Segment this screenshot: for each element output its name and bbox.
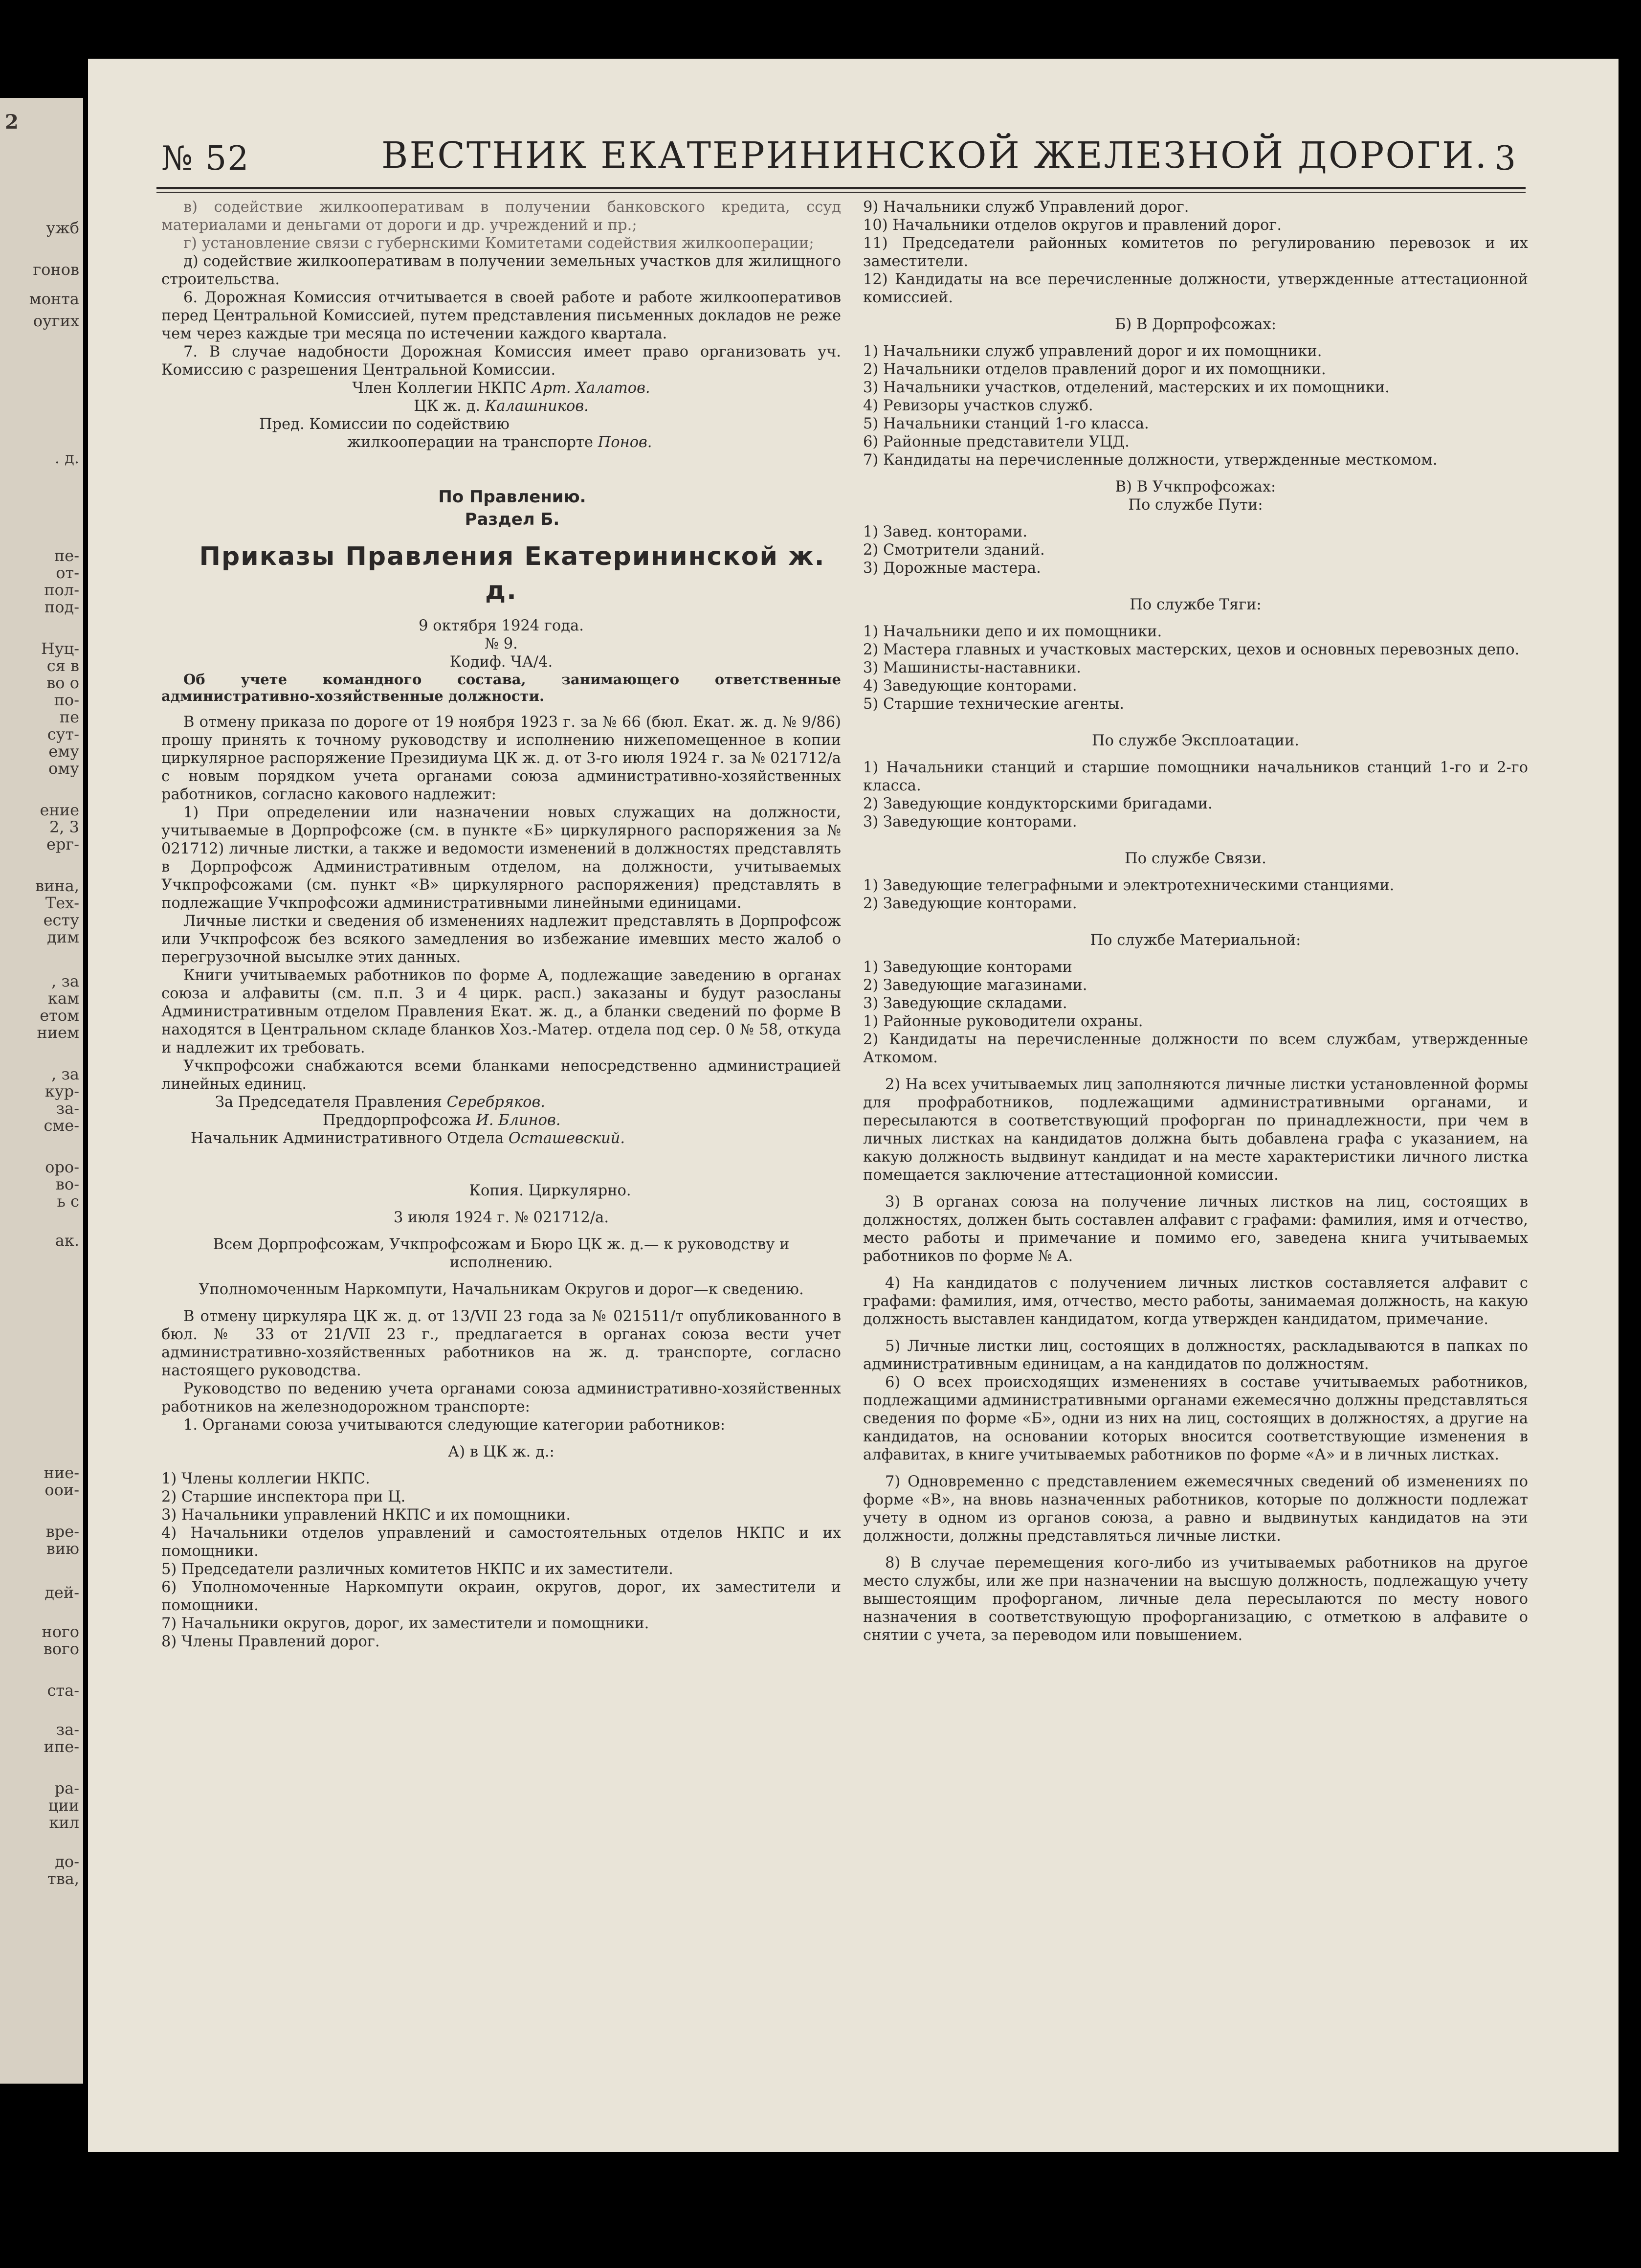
- list-subheading: В) В Учкпрофсожах:: [1115, 478, 1276, 495]
- paragraph: г) установление связи с губернскими Комитетами содействия жилкооперации;: [183, 235, 814, 252]
- page-edge-fragment: Тех-: [45, 894, 79, 912]
- paragraph: 1) При определении или назначении новых служащих на должности, учитываемые в Дорпрофсоже (см. в пункте «Б» циркулярного распоряжения за № 021712) личные листки, а также и ведомости изменений в должностях представлять в Дорпрофсож Административным отделом, на должности, учитываемых Учкпрофсожами (см. пункт «В» циркулярного распоряжения) представлять в подлежащие Учкпрофсожи административными линейными единицами.: [161, 804, 841, 912]
- page-edge-fragment: ужб: [46, 219, 79, 237]
- issue-number: № 52: [161, 139, 250, 178]
- previous-page-edge: [0, 98, 83, 2084]
- list-item: 3) Заведующие конторами.: [863, 813, 1077, 831]
- list-item: 9) Начальники служб Управлений дорог.: [863, 199, 1189, 216]
- paragraph: 7) Одновременно с представлением ежемесячных сведений об изменениях по форме «В», на вновь назначенных работников, которые по должности подлежат учету в одном из органов союза, а равно и выдвинутых кандидатов на эти должности, должны представляться личные листки.: [863, 1473, 1528, 1545]
- paragraph: Книги учитываемых работников по форме А, подлежащие заведению в органах союза и алфавиты (см. п.п. 3 и 4 цирк. расп.) заказаны и будут разосланы Административным отделом Правления Екат. ж. д., а бланки сведений по форме В находятся в Центральном складе бланков Хоз.-Матер. отдела под сер. 0 № 58, откуда и надлежит их требовать.: [161, 967, 841, 1056]
- signature-line: Начальник Административного Отдела Осташевский.: [191, 1130, 625, 1147]
- page-edge-fragment: кил: [49, 1813, 79, 1832]
- signature-line: ЦК ж. д. Калашников.: [414, 398, 589, 415]
- service-heading: По службе Тяги:: [1130, 596, 1262, 613]
- page-edge-fragment: дей-: [44, 1583, 79, 1602]
- list-item: 1) Завед. конторами.: [863, 523, 1028, 540]
- page-edge-fragment: ного: [42, 1622, 79, 1641]
- list-item: 5) Начальники станций 1-го класса.: [863, 415, 1149, 432]
- service-heading: По службе Эксплоатации.: [1092, 732, 1299, 749]
- header-rule-thin: [156, 192, 1526, 193]
- page-edge-fragment: вина,: [35, 876, 79, 895]
- right-column: [863, 198, 1528, 1644]
- order-number: № 9.: [485, 635, 518, 652]
- paragraph: 8) В случае перемещения кого-либо из учитываемых работников на другое место службы, или же при назначении на высшую должность, подлежащую учету вышестоящим профорганом, личные дела пересылаются по месту нового назначения в соответствующую профорганизацию, с отметкою в алфавите о снятии с учета, за переводом или повышением.: [863, 1554, 1528, 1644]
- page-edge-fragment: тва,: [47, 1869, 79, 1888]
- list-item: 2) Смотрители зданий.: [863, 541, 1045, 559]
- page-edge-fragment: ста-: [47, 1681, 79, 1700]
- paragraph: 1. Органами союза учитываются следующие категории работников:: [183, 1416, 726, 1434]
- list-item: 2) Начальники отделов правлений дорог и их помощники.: [863, 361, 1326, 378]
- addressees: Уполномоченным Наркомпути, Начальникам Округов и дорог—к сведению.: [199, 1281, 804, 1298]
- page-edge-fragment: ему: [48, 742, 79, 761]
- page-edge-fragment: ак.: [55, 1231, 79, 1250]
- section-heading: По Правлению.: [438, 487, 586, 507]
- copy-heading: Копия. Циркулярно.: [469, 1182, 631, 1199]
- order-date: 9 октября 1924 года.: [419, 617, 584, 634]
- list-item: 6) Уполномоченные Наркомпути окраин, округов, дорог, их заместители и помощники.: [161, 1579, 841, 1614]
- addressees: Всем Дорпрофсожам, Учкпрофсожам и Бюро ЦК ж. д.— к руководству и исполнению.: [213, 1236, 790, 1271]
- list-item: 4) Ревизоры участков служб.: [863, 397, 1093, 414]
- list-item: 3) Начальники управлений НКПС и их помощники.: [161, 1506, 571, 1524]
- newspaper-title: ВЕСТНИК ЕКАТЕРИНИНСКОЙ ЖЕЛЕЗНОЙ ДОРОГИ.: [381, 135, 1488, 177]
- page-edge-fragment: сме-: [44, 1116, 79, 1135]
- page-header: [161, 130, 1516, 186]
- paragraph: 3) В органах союза на получение личных листков на лиц, состоящих в должностях, должен быть составлен алфавит с графами: фамилия, имя и отчество, место работы и примечание и помимо его, заведена книга учитываемых работников по форме № А.: [863, 1193, 1528, 1265]
- page-edge-fragment: есту: [43, 911, 79, 929]
- page-edge-fragment: . д.: [54, 449, 79, 467]
- page-edge-fragment: пол-: [44, 581, 79, 599]
- page-number: 3: [1494, 139, 1516, 178]
- list-item: 3) Машинисты-наставники.: [863, 659, 1081, 676]
- copy-date: 3 июля 1924 г. № 021712/а.: [393, 1209, 609, 1226]
- paragraph: д) содействие жилкооперативам в получении земельных участков для жилищного строительства.: [161, 253, 841, 288]
- list-item: 4) Заведующие конторами.: [863, 677, 1077, 695]
- list-item: 7) Кандидаты на перечисленные должности, утвержденные месткомом.: [863, 451, 1438, 469]
- list-item: 2) Старшие инспектора при Ц.: [161, 1488, 406, 1505]
- page-edge-fragment: гонов: [33, 260, 79, 279]
- list-item: 1) Начальники служб управлений дорог и их помощники.: [863, 343, 1322, 360]
- newspaper-page: [88, 59, 1619, 2152]
- page-edge-fragment: во-: [55, 1175, 79, 1193]
- page-edge-fragment: 2, 3: [49, 818, 79, 836]
- page-edge-fragment: кур-: [44, 1082, 79, 1100]
- service-heading: По службе Связи.: [1125, 850, 1266, 867]
- paragraph: 5) Личные листки лиц, состоящих в должностях, раскладываются в папках по административным единицам, а на кандидатов по должностям.: [863, 1338, 1528, 1373]
- page-edge-fragment: ому: [48, 759, 79, 778]
- list-item: 7) Начальники округов, дорог, их заместители и помощники.: [161, 1615, 649, 1632]
- list-item: 1) Начальники станций и старшие помощники начальников станций 1-го и 2-го класса.: [863, 759, 1528, 794]
- signature-line: Пред. Комиссии по содействию: [259, 416, 510, 433]
- order-code: Кодиф. ЧА/4.: [449, 653, 553, 671]
- paragraph: 2) На всех учитываемых лиц заполняются личные листки установленной формы для профработников, подлежащими административными органами, и пересылаются в соответствующий профорган по принадлежности, при чем в личных листках на кандидатов должна быть добавлена графа с указанием, на какую должность выдвинут кандидат и на месте характеристики личного листка помещается заключение аттестационной комиссии.: [863, 1076, 1528, 1184]
- paragraph: В отмену циркуляра ЦК ж. д. от 13/VII 23 года за № 021511/т опубликованного в бюл. № 33 от 21/VII 23 г., предлагается в органах союза вести учет административно-хозяйственных работников на ж. д. транспорте, согласно настоящего руководства.: [161, 1308, 841, 1379]
- paragraph: В отмену приказа по дороге от 19 ноября 1923 г. за № 66 (бюл. Екат. ж. д. № 9/86) прошу принять к точному руководству и исполнению нижепомещенное в копии циркулярное распоряжение Президиума ЦК ж. д. от 3-го июля 1924 г. за № 021712/а с новым порядком учета органами союза административно-хозяйственных работников, согласно какового надлежит:: [161, 714, 841, 803]
- page-edge-fragment: ь с: [57, 1192, 79, 1211]
- paragraph: Учкпрофсожи снабжаются всеми бланками непосредственно администрацией линейных единиц.: [161, 1057, 841, 1093]
- previous-page-number: 2: [5, 111, 19, 134]
- page-edge-fragment: по-: [54, 691, 79, 709]
- page-edge-fragment: , за: [51, 972, 79, 990]
- paragraph: в) содействие жилкооперативам в получении банковского кредита, ссуд материалами и деньгами от дороги и др. учреждений и пр.;: [161, 199, 841, 234]
- section-subheading: Раздел Б.: [465, 510, 560, 529]
- page-edge-fragment: оои-: [44, 1481, 79, 1499]
- signature-line: Член Коллегии НКПС Арт. Халатов.: [352, 380, 650, 397]
- list-item: 1) Заведующие конторами: [863, 959, 1072, 976]
- service-heading: По службе Материальной:: [1090, 932, 1301, 949]
- list-item: 8) Члены Правлений дорог.: [161, 1633, 380, 1650]
- page-edge-fragment: за-: [56, 1099, 79, 1118]
- list-subheading: Б) В Дорпрофсожах:: [1114, 316, 1277, 333]
- service-heading: По службе Пути:: [1128, 496, 1263, 514]
- page-edge-fragment: до-: [55, 1852, 79, 1871]
- page-edge-fragment: нием: [37, 1023, 79, 1042]
- page-edge-fragment: сут-: [47, 725, 79, 743]
- page-edge-fragment: ся в: [46, 656, 79, 675]
- page-edge-fragment: етом: [40, 1006, 79, 1025]
- list-item: 3) Начальники участков, отделений, мастерских и их помощники.: [863, 379, 1390, 396]
- list-item: 3) Заведующие складами.: [863, 995, 1067, 1012]
- list-item: 1) Члены коллегии НКПС.: [161, 1470, 370, 1487]
- page-edge-fragment: пе-: [54, 546, 79, 565]
- order-subject: Об учете командного состава, занимающего ответственные административно-хозяйственные должности.: [161, 671, 841, 704]
- paragraph: Личные листки и сведения об изменениях надлежит представлять в Дорпрофсож или Учкпрофсож без всякого замедления во избежание имевших место жалоб о перегрузочной высылке этих данных.: [161, 913, 841, 966]
- list-item: 2) Заведующие магазинами.: [863, 977, 1087, 994]
- signature-line: Преддорпрофсожа И. Блинов.: [323, 1112, 561, 1129]
- list-item: 6) Районные представители УЦД.: [863, 433, 1130, 450]
- signature-line: За Председателя Правления Серебряков.: [215, 1094, 545, 1111]
- paragraph: 7. В случае надобности Дорожная Комиссия имеет право организовать уч. Комиссию с разрешения Центральной Комиссии.: [161, 343, 841, 379]
- list-item: 2) Заведующие кондукторскими бригадами.: [863, 795, 1213, 812]
- list-item: 1) Начальники депо и их помощники.: [863, 623, 1162, 640]
- page-edge-fragment: ние-: [44, 1463, 79, 1482]
- list-item: 3) Дорожные мастера.: [863, 560, 1041, 577]
- list-subheading: А) в ЦК ж. д.:: [448, 1443, 554, 1460]
- page-edge-fragment: Нуц-: [41, 639, 79, 658]
- page-edge-fragment: под-: [44, 598, 79, 616]
- page-edge-fragment: от-: [56, 563, 79, 582]
- paragraph: 6) О всех происходящих изменениях в составе учитываемых работников, подлежащими административными органами ежемесячно должны представляться сведения по форме «Б», одни из них на лиц, состоящих в должностях, а другие на кандидатов, на основании которых вносится соответствующие изменения в алфавитах, в книге учитываемых работников по форме «А» и в личных листках.: [863, 1374, 1528, 1463]
- paragraph: Руководство по ведению учета органами союза административно-хозяйственных работников на железнодорожном транспорте:: [161, 1380, 841, 1415]
- list-item: 5) Старшие технические агенты.: [863, 696, 1124, 713]
- page-edge-fragment: вию: [46, 1539, 79, 1558]
- page-edge-fragment: вре-: [45, 1522, 79, 1541]
- page-edge-fragment: монта: [29, 290, 79, 308]
- page-edge-fragment: кам: [48, 989, 79, 1008]
- paragraph: 4) На кандидатов с получением личных листков составляется алфавит с графами: фамилия, имя, отчество, место работы, занимаемая должность, на какую должность выставлен кандидатом, когда утвержден кандидатом, примечание.: [863, 1275, 1528, 1328]
- page-edge-fragment: ипе-: [44, 1737, 79, 1756]
- list-item: 2) Мастера главных и участковых мастерских, цехов и основных перевозных депо.: [863, 641, 1520, 658]
- orders-title: Приказы Правления Екатерининской ж. д.: [199, 542, 825, 606]
- list-item: 5) Председатели различных комитетов НКПС и их заместители.: [161, 1561, 673, 1578]
- paragraph: 6. Дорожная Комиссия отчитывается в своей работе и работе жилкооперативов перед Центральной Комиссией, путем представления письменных докладов не реже чем через каждые три месяца по истечении каждого квартала.: [161, 289, 841, 342]
- list-item: 2) Кандидаты на перечисленные должности по всем службам, утвержденные Аткомом.: [863, 1031, 1528, 1066]
- page-edge-fragment: за-: [56, 1720, 79, 1739]
- list-item: 1) Заведующие телеграфными и электротехническими станциями.: [863, 877, 1395, 894]
- header-rule-thick: [156, 187, 1526, 189]
- list-item: 10) Начальники отделов округов и правлений дорог.: [863, 217, 1282, 234]
- list-item: 12) Кандидаты на все перечисленные должности, утвержденные аттестационной комиссией.: [863, 271, 1528, 306]
- page-edge-fragment: пе: [59, 708, 79, 726]
- page-edge-fragment: оугих: [33, 312, 79, 330]
- left-column: [161, 198, 841, 1651]
- list-item: 1) Районные руководители охраны.: [863, 1013, 1143, 1030]
- page-edge-fragment: во о: [46, 674, 79, 692]
- page-edge-fragment: , за: [51, 1065, 79, 1083]
- list-item: 11) Председатели районных комитетов по регулированию перевозок и их заместители.: [863, 235, 1528, 270]
- page-edge-fragment: ции: [48, 1796, 79, 1815]
- list-item: 2) Заведующие конторами.: [863, 895, 1077, 912]
- page-edge-fragment: ра-: [54, 1779, 79, 1797]
- page-edge-fragment: дим: [47, 928, 79, 946]
- page-edge-fragment: ерг-: [46, 835, 79, 853]
- list-item: 4) Начальники отделов управлений и самостоятельных отделов НКПС и их помощники.: [161, 1525, 841, 1560]
- signature-line: жилкооперации на транспорте Понов.: [347, 434, 652, 451]
- page-edge-fragment: вого: [43, 1639, 79, 1658]
- page-edge-fragment: ение: [40, 801, 79, 819]
- page-edge-fragment: оро-: [45, 1158, 79, 1176]
